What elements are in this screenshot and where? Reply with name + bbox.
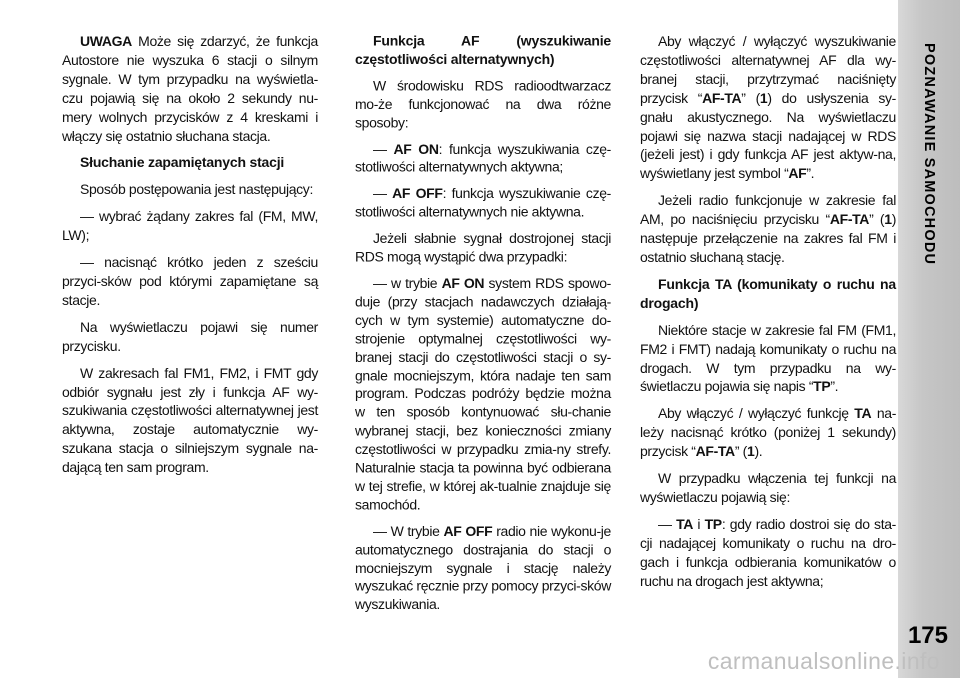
dash: — w trybie <box>373 275 442 291</box>
paragraph: Na wyświetlaczu pojawi się numer przycisku. <box>62 318 318 354</box>
list-item <box>355 274 611 514</box>
text: Niektóre stacje w zakresie fal FM (FM1, FM2 i FMT) nadają komunikaty o ruchu na drogach. W tym przypadku na wy-świetlaczu pojawia się napis “ <box>640 321 896 395</box>
list-item: — wybrać żądany zakres fal (FM, MW, LW); <box>62 208 318 244</box>
dash: — <box>658 515 677 532</box>
keyword: AF-TA <box>829 211 870 228</box>
warning-text: Może się zdarzyć, że funkcja Autostore nie wyszuka 6 stacji o silnym sygnale. W tym przypadku na wyświetla-czu pojawią się na około 2 sekundy nu-mery wolnych przycisków z 4 kreskami i włączy się ostatnio słuchana stacja. <box>62 33 318 144</box>
keyword: AF-TA <box>695 443 735 460</box>
section-heading-stored-stations: Słuchanie zapamiętanych stacji <box>80 154 285 171</box>
text-column-1 <box>62 32 318 477</box>
text: : funkcja wyszukiwanie czę-stotliwości alternatywnych nie aktywna. <box>355 185 611 220</box>
text: ) do usłyszenia sy-gnału akustycznego. Na wyświetlaczu pojawi się nazwa stacji nadającej w RDS (jeżeli jest) i gdy funkcja AF jest aktyw-na, wyświetlany jest symbol “ <box>640 89 896 182</box>
section-heading-af: Funkcja AF (wyszukiwanie częstotliwości alternatywnych) <box>355 32 611 68</box>
text: : gdy radio dostroi się do sta-cji nadającej komunikaty o ruchu na dro-gach i funkcja odbierania komunikatów o ruchu na drogach jest aktywna; <box>640 515 896 589</box>
text: i <box>693 515 705 532</box>
paragraph: Sposób postępowania jest następujący: <box>80 181 313 198</box>
paragraph: Jeżeli słabnie sygnał dostrojonej stacji RDS mogą wystąpić dwa przypadki: <box>355 230 611 265</box>
text: Aby włączyć / wyłączyć funkcję <box>658 405 855 422</box>
keyword: AF-TA <box>702 89 742 106</box>
text: Aby włączyć / wyłączyć wyszukiwanie częstotliwości alternatywnej AF dla wy-branej stacji, przytrzymać naciśnięty przycisk “ <box>640 33 896 106</box>
keyword: AF ON <box>441 275 485 291</box>
keyword: AF OFF <box>443 522 493 539</box>
text-column-2 <box>355 32 611 614</box>
keyword: 1 <box>759 89 768 106</box>
section-title: POZNAWANIE SAMOCHODU <box>921 43 937 266</box>
text-column-3 <box>640 32 896 590</box>
keyword: TP <box>813 378 831 395</box>
text: ” ( <box>869 211 885 228</box>
list-item: — nacisnąć krótko jeden z sześciu przyci-sków pod którymi zapamiętane są stacje. <box>62 254 318 308</box>
keyword: AF OFF <box>392 185 443 202</box>
keyword: TA <box>676 515 694 532</box>
text: system RDS spowo-duje (przy stacjach nadawczych działają-cych w tym systemie) automatyczne do-strojenie optymalnej częstotliwości wy-branej stacji do częstotliwości stacji o sy-gnale mocniejszym, która nadaje ten sam program. Podczas podróży będzie można w ten sposób kontynuować słu-chanie wybranej stacji, bez konieczności zmiany częstotliwości w przypadku zmia-ny strefy. Naturalnie stacja ta powinna być odbierana w tej strefie, w której ak-tualnie znajduje się samochód. <box>355 275 611 513</box>
text: ” ( <box>734 443 747 460</box>
text: ” ( <box>741 89 760 106</box>
paragraph <box>640 404 896 461</box>
list-item <box>355 185 611 222</box>
text: radio nie wykonu-je automatycznego dostrajania do stacji o mocniejszym sygnale i stację należy wyszukać ręcznie przy pomocy przyci-sków wyszukiwania. <box>355 522 611 613</box>
keyword: TP <box>704 515 722 532</box>
text: : funkcja wyszukiwania czę-stotliwości alternatywnych aktywna; <box>355 140 611 175</box>
keyword: 1 <box>884 211 892 228</box>
list-item <box>355 522 611 614</box>
paragraph: W przypadku włączenia tej funkcji na wyświetlaczu pojawią się: <box>640 470 896 505</box>
paragraph <box>640 321 896 397</box>
watermark: carmanualsonline.info <box>707 648 940 674</box>
paragraph: W zakresach fal FM1, FM2, i FMT gdy odbiór sygnału jest zły i funkcja AF wy-szukiwania częstotliwości alternatywnej jest aktywna, zostaje automatycznie wy-szukana stacja o silniejszym sygnale na-dającą ten sam program. <box>62 364 318 476</box>
dash: — <box>373 185 393 202</box>
text: ) następuje przełączenie na zakres fal FM i ostatnio słuchaną stację. <box>640 211 896 265</box>
text: ). <box>754 443 763 460</box>
text: ”. <box>806 165 815 182</box>
paragraph <box>640 191 896 267</box>
warning-paragraph <box>62 32 318 145</box>
list-item <box>355 140 611 177</box>
keyword: TA <box>854 405 872 422</box>
keyword: AF ON <box>393 140 439 157</box>
section-heading-ta: Funkcja TA (komunikaty o ruchu na drogach) <box>640 275 896 311</box>
keyword: 1 <box>747 443 755 460</box>
warning-label: UWAGA <box>80 33 132 49</box>
dash: — W trybie <box>373 522 444 539</box>
list-item <box>640 515 896 591</box>
text: na-leży nacisnąć krótko (poniżej 1 sekundy) przycisk “ <box>640 405 897 460</box>
text: Jeżeli radio funkcjonuje w zakresie fal AM, po naciśnięciu przycisku “ <box>640 192 896 228</box>
section-sidebar <box>898 0 960 678</box>
paragraph: W środowisku RDS radioodtwarzacz mo-że funkcjonować na dwa różne sposoby: <box>355 77 611 131</box>
dash: — <box>373 140 394 157</box>
keyword: AF <box>788 165 807 182</box>
page-number: 175 <box>907 622 948 649</box>
paragraph <box>640 32 896 183</box>
text: ”. <box>830 378 839 395</box>
